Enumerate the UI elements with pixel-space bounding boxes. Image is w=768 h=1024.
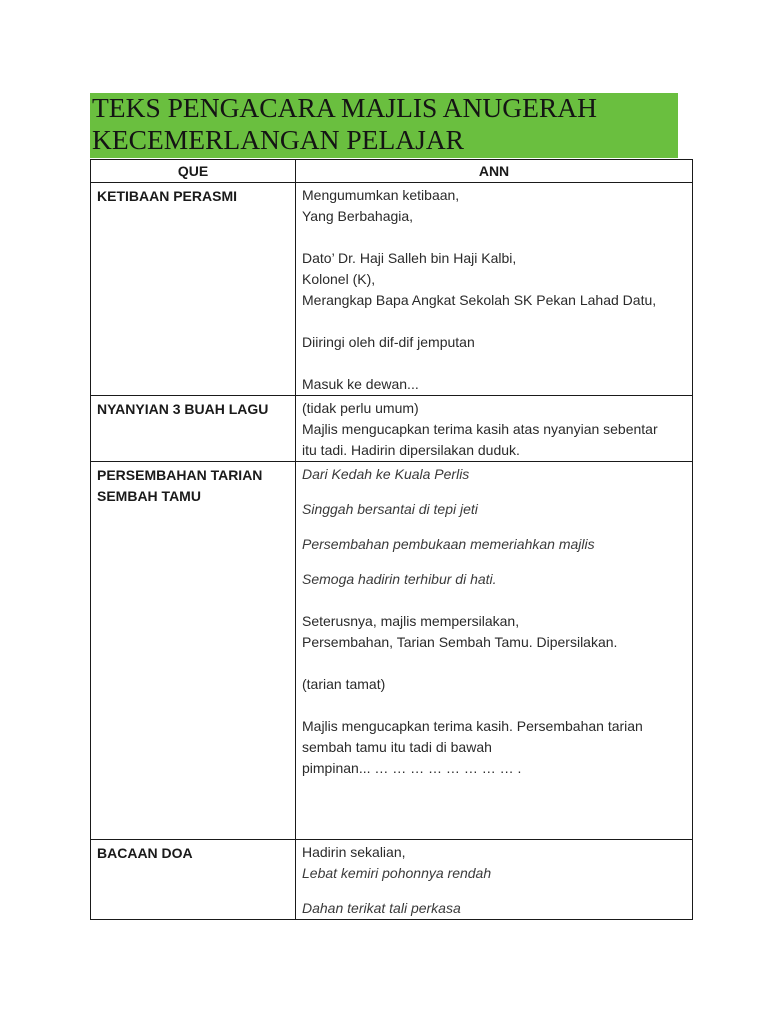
- table-row: [91, 183, 693, 396]
- ann-line: itu tadi. Hadirin dipersilakan duduk.: [302, 442, 520, 458]
- ann-cell: [296, 840, 693, 920]
- pantun-line: Semoga hadirin terhibur di hati.: [302, 571, 497, 587]
- ann-line: (tarian tamat): [302, 676, 386, 692]
- table-row: [91, 840, 693, 920]
- table-header-row: [91, 160, 693, 183]
- ann-line: (tidak perlu umum): [302, 400, 419, 416]
- ann-line: Majlis mengucapkan terima kasih. Persembahan tarian: [302, 718, 643, 734]
- ann-cell: [296, 183, 693, 396]
- ann-cell: [296, 462, 693, 840]
- ann-line: Seterusnya, majlis mempersilakan,: [302, 613, 520, 629]
- ann-line: Dato’ Dr. Haji Salleh bin Haji Kalbi,: [302, 250, 517, 266]
- ann-line: Majlis mengucapkan terima kasih atas nyanyian sebentar: [302, 421, 658, 437]
- que-cell: BACAAN DOA: [91, 840, 296, 920]
- pantun-line: Dari Kedah ke Kuala Perlis: [302, 466, 470, 482]
- pantun-line: Lebat kemiri pohonnya rendah: [302, 865, 492, 881]
- pantun-line: Singgah bersantai di tepi jeti: [302, 501, 478, 517]
- ann-line: pimpinan... … … … … … … … … .: [302, 760, 522, 776]
- table-row: [91, 462, 693, 840]
- table-row: [91, 396, 693, 462]
- document-title-line-1: TEKS PENGACARA MAJLIS ANUGERAH: [92, 92, 597, 123]
- que-cell: [91, 462, 296, 840]
- ann-line: sembah tamu itu tadi di bawah: [302, 739, 492, 755]
- que-line: SEMBAH TAMU: [97, 488, 201, 504]
- ann-line: Persembahan, Tarian Sembah Tamu. Dipersilakan.: [302, 634, 618, 650]
- pantun-line: Dahan terikat tali perkasa: [302, 900, 461, 916]
- ann-line: Kolonel (K),: [302, 271, 376, 287]
- ann-line: Mengumumkan ketibaan,: [302, 187, 460, 203]
- pantun-line: Persembahan pembukaan memeriahkan majlis: [302, 536, 595, 552]
- que-line: PERSEMBAHAN TARIAN: [97, 467, 263, 483]
- ann-line: Yang Berbahagia,: [302, 208, 414, 224]
- ann-line: Masuk ke dewan...: [302, 376, 419, 392]
- ann-line: Diiringi oleh dif-dif jemputan: [302, 334, 475, 350]
- ann-line: Merangkap Bapa Angkat Sekolah SK Pekan Lahad Datu,: [302, 292, 657, 308]
- que-column-header: QUE: [91, 160, 296, 183]
- emcee-script-table: [90, 159, 693, 920]
- que-cell: NYANYIAN 3 BUAH LAGU: [91, 396, 296, 462]
- ann-cell: [296, 396, 693, 462]
- document-title-line-2: KECEMERLANGAN PELAJAR: [92, 124, 465, 155]
- ann-column-header: ANN: [296, 160, 693, 183]
- que-cell: KETIBAAN PERASMI: [91, 183, 296, 396]
- ann-line: Hadirin sekalian,: [302, 844, 406, 860]
